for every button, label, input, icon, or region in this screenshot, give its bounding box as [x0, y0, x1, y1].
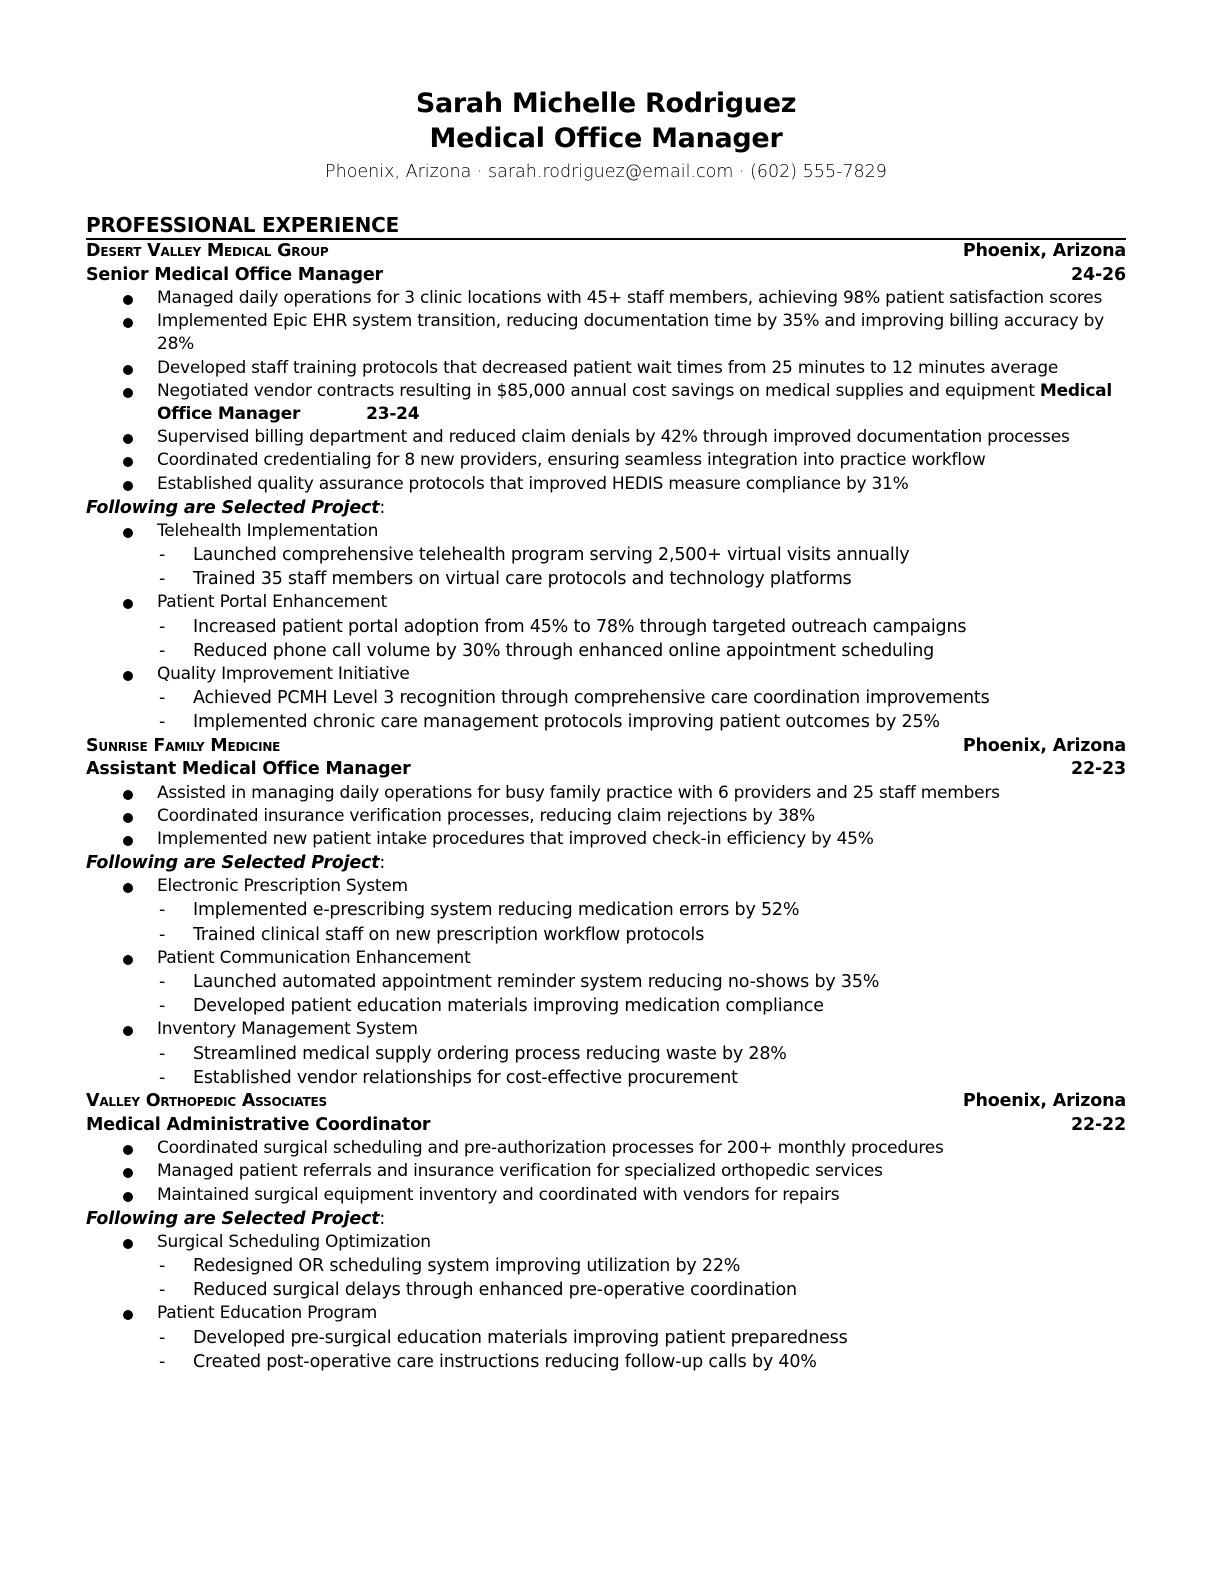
inline-dates: 23-24 [366, 404, 420, 425]
project-details [86, 686, 1126, 734]
project-list [86, 663, 1126, 686]
project-list [86, 1018, 1126, 1041]
detail-text: Launched comprehensive telehealth program serving 2,500+ virtual visits annually [193, 545, 910, 566]
bullet-icon [123, 1145, 133, 1155]
bullet-icon [123, 388, 133, 398]
project-list [86, 1302, 1126, 1325]
project-detail [86, 567, 1126, 591]
bullet-icon [123, 836, 133, 846]
project-name: Quality Improvement Initiative [157, 664, 410, 685]
project-details [86, 898, 1126, 946]
list-item [86, 1160, 1126, 1183]
bullet-icon [123, 295, 133, 305]
detail-text: Reduced surgical delays through enhanced pre-operative coordination [193, 1280, 797, 1301]
bullet-text: Assisted in managing daily operations for busy family practice with 6 providers and 25 staff members [157, 782, 1000, 803]
dash-icon: - [159, 1255, 166, 1276]
candidate-name: Sarah Michelle Rodriguez [415, 88, 797, 119]
bullet-icon [123, 599, 133, 609]
project-list [86, 875, 1126, 898]
project-details [86, 1326, 1126, 1374]
project-name: Inventory Management System [157, 1019, 418, 1040]
dash-icon: - [159, 640, 166, 661]
job-role-row [86, 758, 1126, 782]
company-name: Desert Valley Medical Group [86, 241, 329, 261]
project-name: Patient Communication Enhancement [157, 947, 471, 968]
achievement-list [86, 287, 1126, 496]
list-item [86, 449, 1126, 472]
dash-icon: - [159, 1280, 166, 1301]
project-item [86, 1302, 1126, 1325]
projects-heading [86, 851, 1126, 875]
project-detail [86, 1066, 1126, 1090]
bullet-icon [123, 1310, 133, 1320]
project-list [86, 591, 1126, 614]
project-list [86, 947, 1126, 970]
bullet-text: Developed staff training protocols that decreased patient wait times from 25 minutes to 12 minutes average [157, 357, 1059, 378]
job-entry [86, 1090, 1126, 1374]
dash-icon: - [159, 924, 166, 945]
detail-text: Increased patient portal adoption from 45% to 78% through targeted outreach campaigns [193, 616, 967, 637]
project-item [86, 591, 1126, 614]
list-item [86, 828, 1126, 851]
company-name: Sunrise Family Medicine [86, 735, 281, 756]
bullet-text: Managed patient referrals and insurance verification for specialized orthopedic services [157, 1161, 883, 1182]
detail-text: Trained clinical staff on new prescription workflow protocols [193, 924, 705, 945]
bullet-icon [123, 790, 133, 800]
section-heading-experience: PROFESSIONAL EXPERIENCE [86, 212, 1126, 240]
job-entry [86, 240, 1126, 735]
bullet-icon [123, 1192, 133, 1202]
bullet-text: Coordinated credentialing for 8 new providers, ensuring seamless integration into practice workflow [157, 450, 986, 471]
dash-icon: - [159, 1067, 166, 1088]
project-detail [86, 1254, 1126, 1278]
company-name: Valley Orthopedic Associates [86, 1091, 327, 1112]
bullet-icon [123, 365, 133, 375]
project-list [86, 520, 1126, 543]
inline-role: Medical Office Manager [157, 380, 1112, 425]
projects-label: Following are Selected Project [86, 497, 380, 518]
project-item [86, 663, 1126, 686]
dash-icon: - [159, 996, 166, 1017]
project-detail [86, 710, 1126, 734]
bullet-icon [123, 1026, 133, 1036]
job-dates: 24-26 [1071, 264, 1126, 285]
job-header-row [86, 240, 1126, 264]
project-detail [86, 970, 1126, 994]
project-item [86, 520, 1126, 543]
bullet-icon [123, 955, 133, 965]
project-item [86, 1231, 1126, 1254]
dash-icon: - [159, 1043, 166, 1064]
detail-text: Implemented e-prescribing system reducing medication errors by 52% [193, 900, 800, 921]
project-name: Electronic Prescription System [157, 876, 408, 897]
dash-icon: - [159, 1351, 166, 1372]
projects-label: Following are Selected Project [86, 853, 380, 874]
detail-text: Trained 35 staff members on virtual care protocols and technology platforms [193, 569, 852, 590]
job-role: Medical Administrative Coordinator [86, 1114, 431, 1135]
project-detail [86, 1326, 1126, 1350]
project-details [86, 1254, 1126, 1302]
detail-text: Reduced phone call volume by 30% through enhanced online appointment scheduling [193, 640, 935, 661]
detail-text: Streamlined medical supply ordering process reducing waste by 28% [193, 1043, 787, 1064]
list-item [86, 1184, 1126, 1207]
job-location: Phoenix, Arizona [962, 1091, 1126, 1112]
dash-icon: - [159, 688, 166, 709]
dash-icon: - [159, 712, 166, 733]
achievement-list [86, 782, 1126, 852]
detail-text: Implemented chronic care management protocols improving patient outcomes by 25% [193, 712, 940, 733]
dash-icon: - [159, 545, 166, 566]
project-detail [86, 1278, 1126, 1302]
job-dates: 22-22 [1071, 1114, 1126, 1135]
project-detail [86, 686, 1126, 710]
project-details [86, 1042, 1126, 1090]
project-item [86, 947, 1126, 970]
detail-text: Achieved PCMH Level 3 recognition through comprehensive care coordination improvements [193, 688, 990, 709]
detail-text: Launched automated appointment reminder system reducing no-shows by 35% [193, 972, 880, 993]
list-item [86, 287, 1126, 310]
resume-page [86, 86, 1126, 1374]
detail-text: Redesigned OR scheduling system improving utilization by 22% [193, 1255, 741, 1276]
job-location: Phoenix, Arizona [962, 241, 1126, 261]
dash-icon: - [159, 900, 166, 921]
detail-text: Developed patient education materials improving medication compliance [193, 996, 824, 1017]
bullet-icon [123, 318, 133, 328]
bullet-text: Negotiated vendor contracts resulting in $85,000 annual cost savings on medical supplies and equipment [157, 380, 1035, 401]
achievement-list [86, 1137, 1126, 1207]
project-detail [86, 639, 1126, 663]
projects-label: Following are Selected Project [86, 1208, 380, 1229]
bullet-icon [123, 1168, 133, 1178]
project-details [86, 970, 1126, 1018]
job-header-row [86, 735, 1126, 759]
projects-heading [86, 1207, 1126, 1231]
projects-colon: : [379, 497, 386, 518]
project-details [86, 543, 1126, 591]
project-list [86, 1231, 1126, 1254]
list-item [86, 380, 1126, 426]
bullet-icon [123, 481, 133, 491]
job-entry [86, 735, 1126, 1090]
job-role: Senior Medical Office Manager [86, 264, 383, 285]
bullet-icon [123, 813, 133, 823]
project-name: Patient Education Program [157, 1303, 378, 1324]
bullet-text: Coordinated surgical scheduling and pre-authorization processes for 200+ monthly procedures [157, 1138, 944, 1159]
dash-icon: - [159, 569, 166, 590]
contact-line: Phoenix, Arizona · sarah.rodriguez@email.com · (602) 555-7829 [325, 162, 887, 182]
project-detail [86, 994, 1126, 1018]
bullet-text: Maintained surgical equipment inventory and coordinated with vendors for repairs [157, 1184, 840, 1205]
dash-icon: - [159, 616, 166, 637]
list-item [86, 426, 1126, 449]
job-dates: 22-23 [1071, 759, 1126, 780]
job-role-row [86, 1114, 1126, 1138]
bullet-icon [123, 457, 133, 467]
list-item [86, 805, 1126, 828]
project-detail [86, 615, 1126, 639]
bullet-icon [123, 434, 133, 444]
candidate-title: Medical Office Manager [429, 123, 783, 154]
detail-text: Created post-operative care instructions reducing follow-up calls by 40% [193, 1351, 817, 1372]
list-item [86, 357, 1126, 380]
projects-colon: : [379, 853, 386, 874]
detail-text: Developed pre-surgical education materials improving patient preparedness [193, 1327, 848, 1348]
projects-heading [86, 496, 1126, 520]
project-detail [86, 898, 1126, 922]
project-name: Patient Portal Enhancement [157, 592, 388, 613]
list-item [86, 782, 1126, 805]
bullet-text: Implemented new patient intake procedures that improved check-in efficiency by 45% [157, 829, 874, 850]
detail-text: Established vendor relationships for cost-effective procurement [193, 1067, 738, 1088]
projects-colon: : [379, 1208, 386, 1229]
bullet-text: Coordinated insurance verification processes, reducing claim rejections by 38% [157, 805, 815, 826]
project-detail [86, 1350, 1126, 1374]
bullet-text: Supervised billing department and reduced claim denials by 42% through improved documentation processes [157, 427, 1070, 448]
project-detail [86, 1042, 1126, 1066]
project-detail [86, 543, 1126, 567]
bullet-text: Established quality assurance protocols that improved HEDIS measure compliance by 31% [157, 473, 909, 494]
bullet-text: Managed daily operations for 3 clinic locations with 45+ staff members, achieving 98% patient satisfaction scores [157, 288, 1103, 308]
project-detail [86, 923, 1126, 947]
list-item [86, 1137, 1126, 1160]
dash-icon: - [159, 1327, 166, 1348]
bullet-icon [123, 883, 133, 893]
list-item [86, 310, 1126, 356]
project-item [86, 1018, 1126, 1041]
dash-icon: - [159, 972, 166, 993]
job-role: Assistant Medical Office Manager [86, 759, 411, 780]
bullet-icon [123, 671, 133, 681]
job-role-row [86, 264, 1126, 288]
project-name: Telehealth Implementation [157, 520, 379, 541]
job-header-row [86, 1090, 1126, 1114]
project-item [86, 875, 1126, 898]
project-name: Surgical Scheduling Optimization [157, 1231, 431, 1252]
list-item [86, 473, 1126, 496]
project-details [86, 615, 1126, 663]
bullet-icon [123, 528, 133, 538]
bullet-text: Implemented Epic EHR system transition, reducing documentation time by 35% and improving billing accuracy by 28% [157, 311, 1104, 355]
bullet-icon [123, 1239, 133, 1249]
job-location: Phoenix, Arizona [962, 735, 1126, 756]
